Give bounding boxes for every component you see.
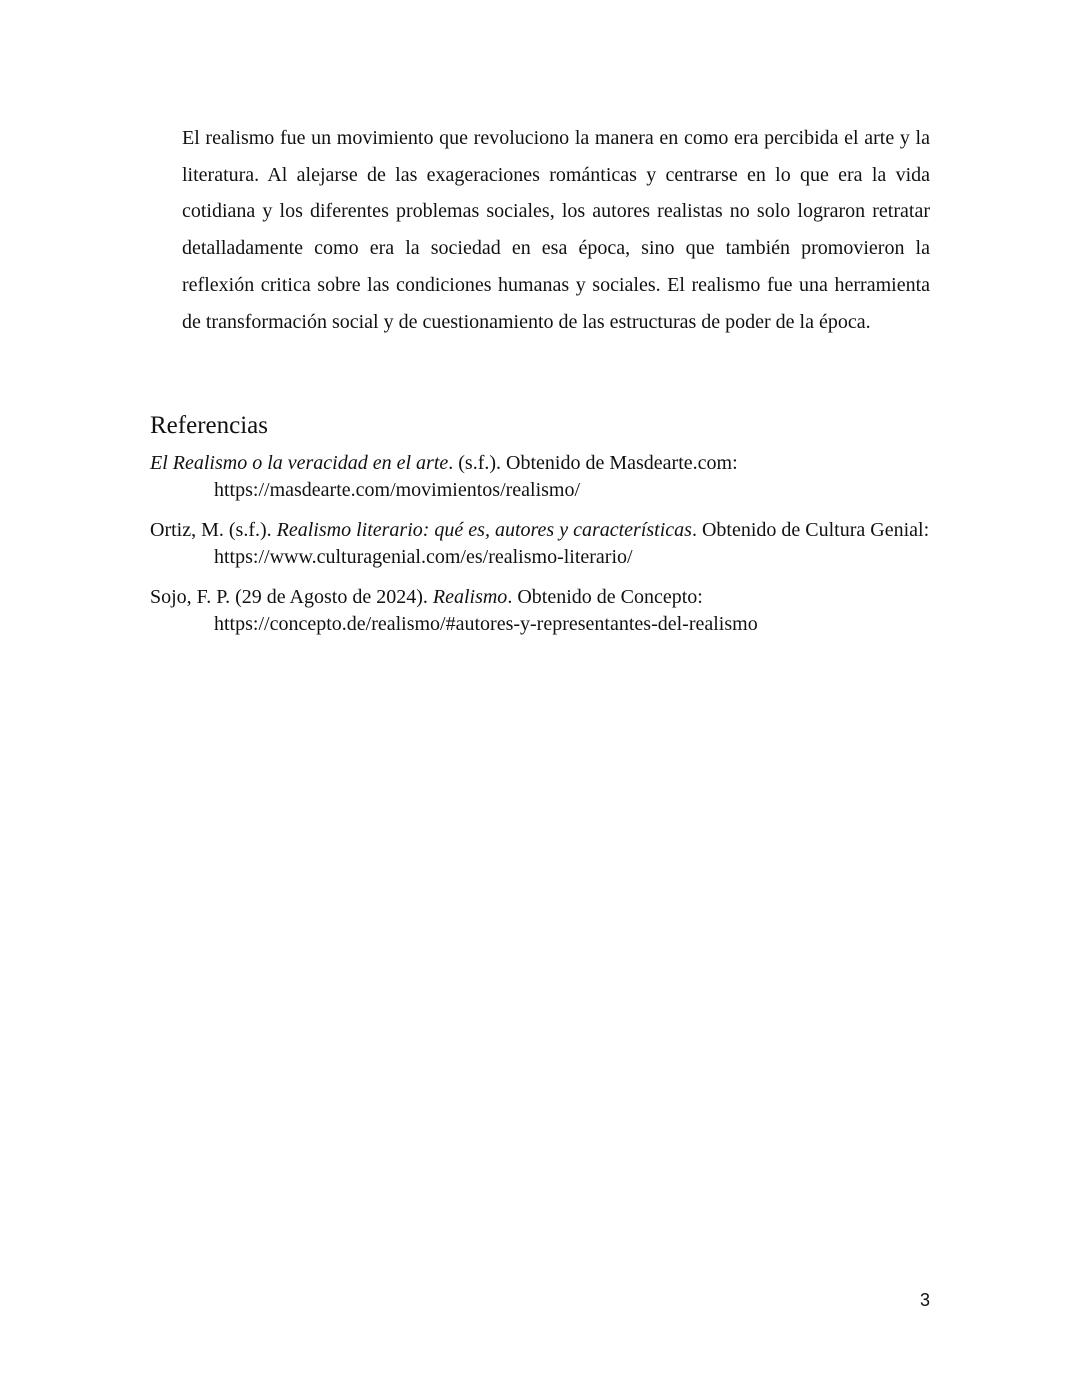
references-heading: Referencias — [150, 412, 268, 439]
reference-details: . (s.f.). Obtenido de Masdearte.com: https://masdearte.com/movimientos/realismo/ — [214, 452, 738, 501]
page-number: 3 — [919, 1290, 930, 1310]
references-list — [150, 450, 930, 651]
body-paragraph: El realismo fue un movimiento que revoluciono la manera en como era percibida el arte y la literatura. Al alejarse de las exageraciones románticas y centrarse en lo que era la vida cotidiana y los diferentes problemas sociales, los autores realistas no solo lograron retratar detalladamente como era la sociedad en esa época, sino que también promovieron la reflexión critica sobre las condiciones humanas y sociales. El realismo fue una herramienta de transformación social y de cuestionamiento de las estructuras de poder de la época. — [182, 127, 930, 333]
reference-entry — [150, 584, 930, 637]
reference-title: Realismo literario: qué es, autores y características — [276, 519, 692, 541]
reference-author: Ortiz, M. (s.f.). — [150, 519, 277, 541]
reference-title: El Realismo o la veracidad en el arte — [150, 452, 449, 474]
reference-author: Sojo, F. P. (29 de Agosto de 2024). — [150, 586, 433, 608]
reference-title: Realismo — [432, 586, 508, 608]
reference-entry — [150, 517, 930, 570]
reference-details: . Obtenido de Concepto: https://concepto.de/realismo/#autores-y-representantes-del-realismo — [214, 586, 758, 635]
reference-details: . Obtenido de Cultura Genial: https://www.culturagenial.com/es/realismo-literario/ — [214, 519, 930, 568]
reference-entry — [150, 450, 930, 503]
